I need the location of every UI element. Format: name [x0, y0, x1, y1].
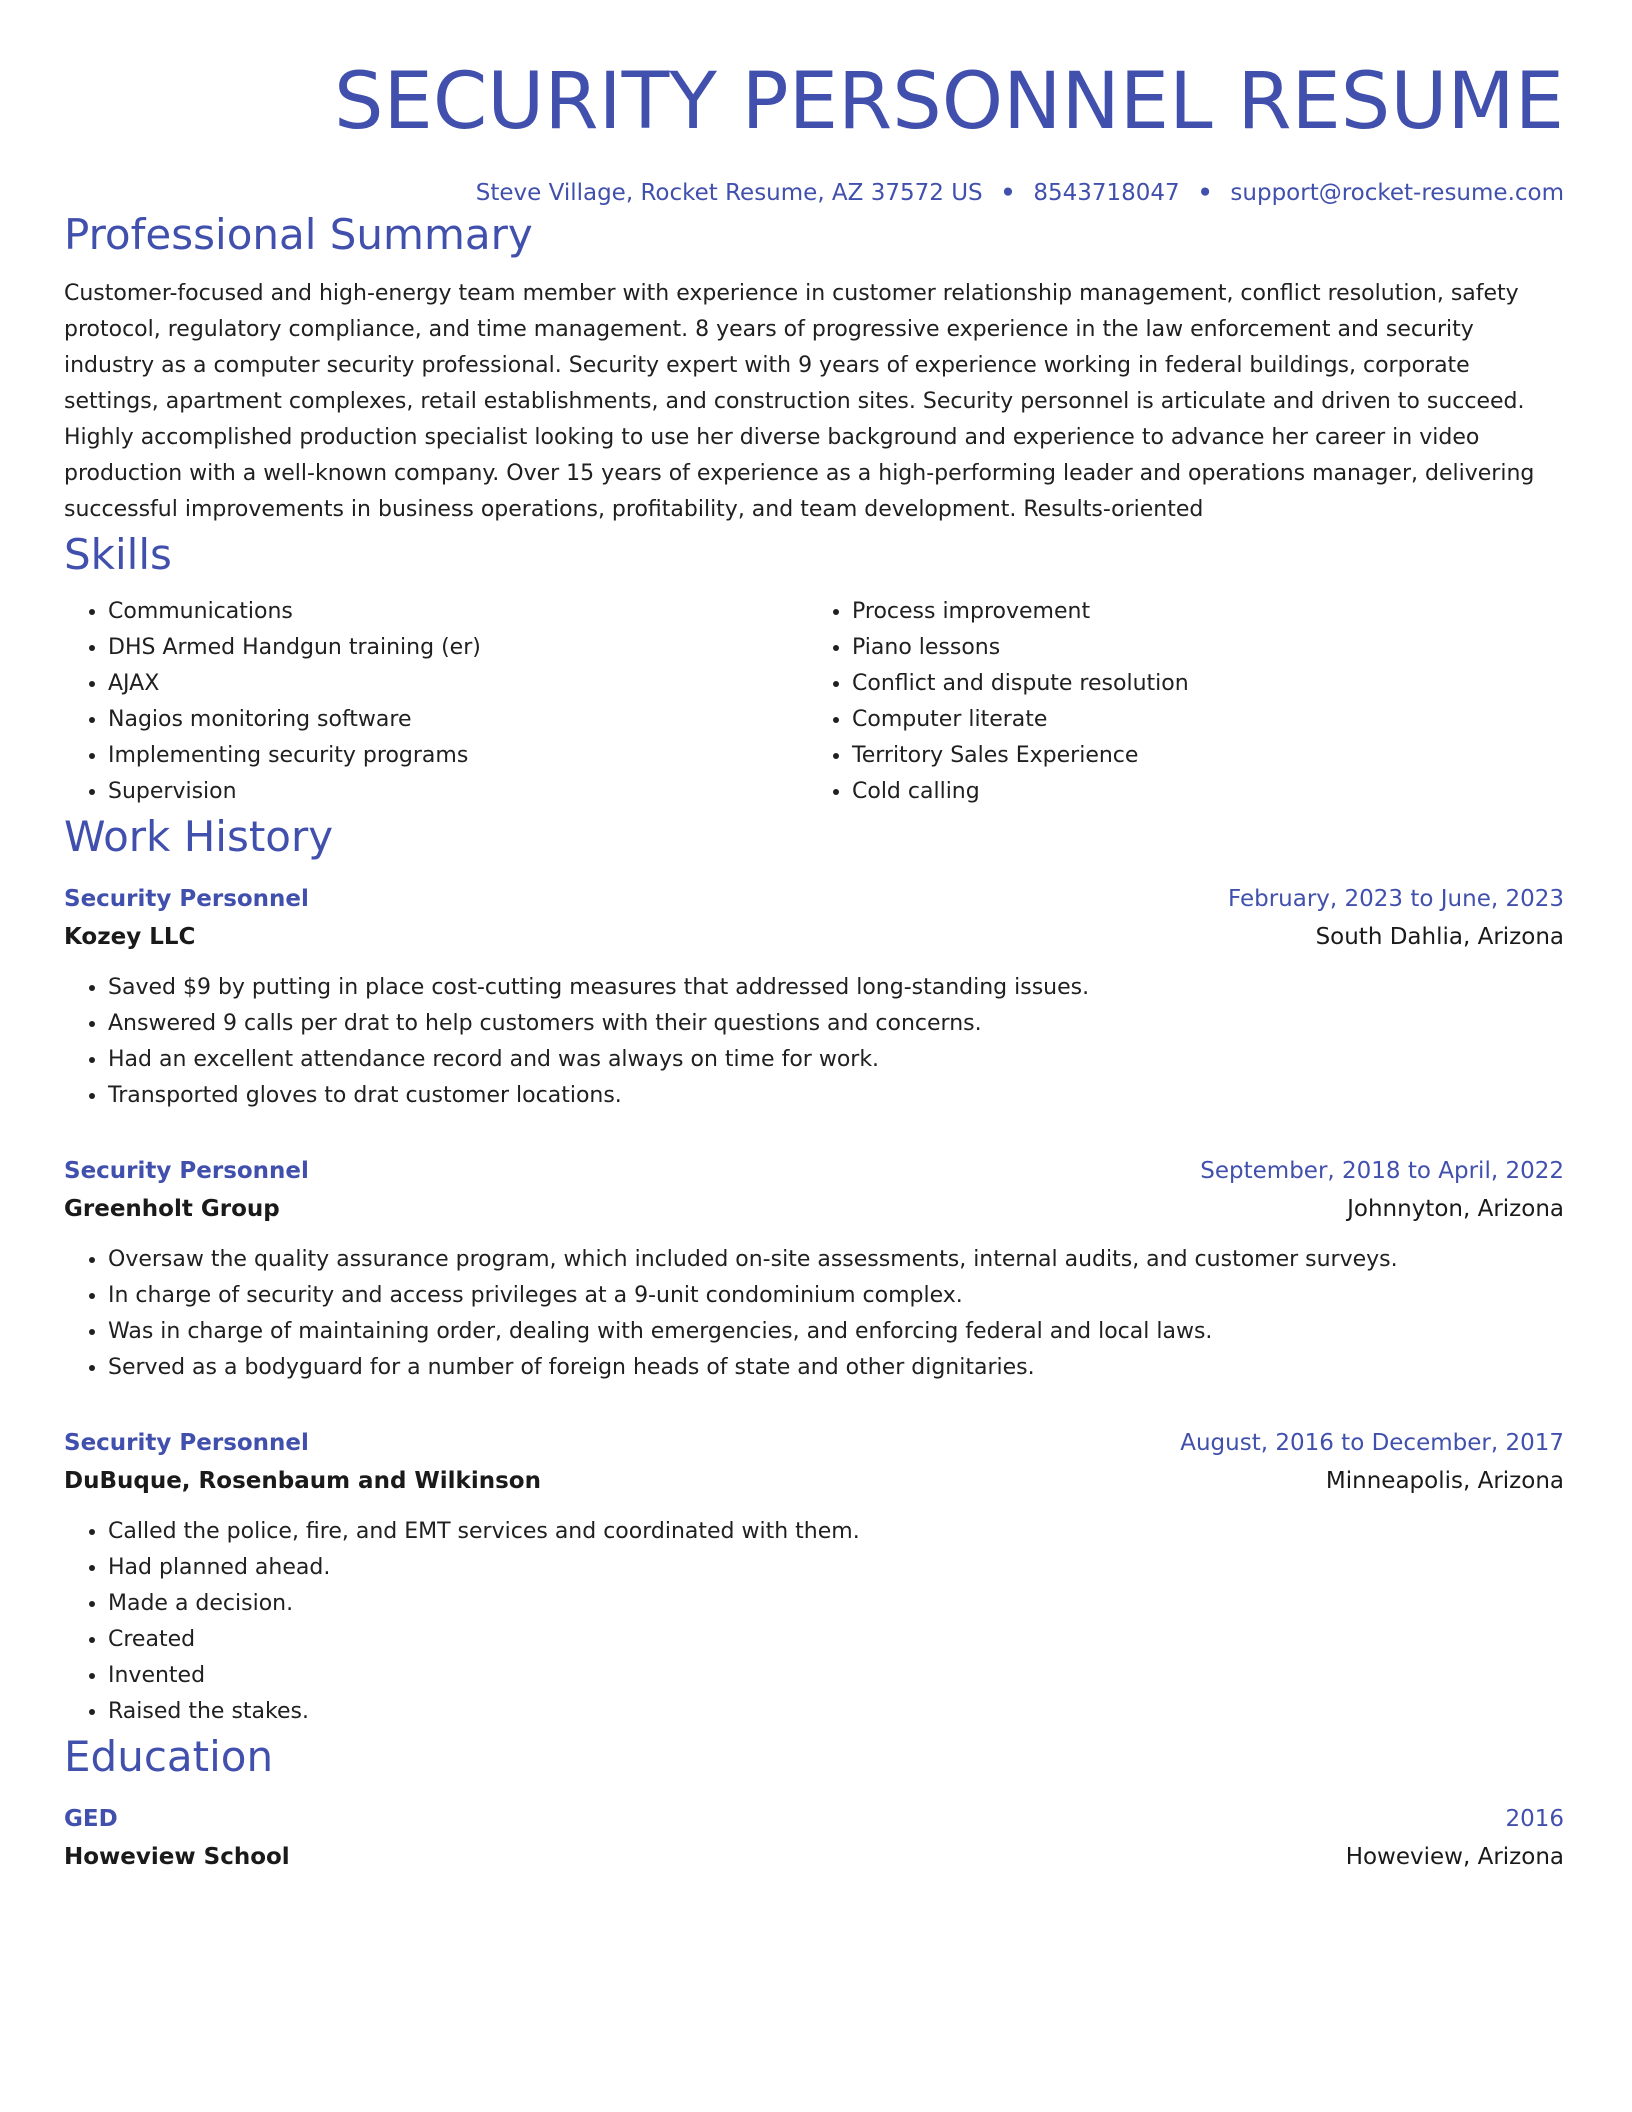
job-duties	[64, 1242, 1564, 1386]
job-title: Security Personnel	[64, 1158, 309, 1184]
skill-item: • Communications	[108, 594, 808, 630]
contact-email: support@rocket-resume.com	[1230, 180, 1564, 206]
duty-item: • Created	[108, 1622, 1564, 1658]
resume-page	[64, 0, 1564, 1876]
summary-heading: Professional Summary	[64, 210, 533, 259]
education-location: Howeview, Arizona	[1345, 1844, 1564, 1870]
duty-item: • Called the police, fire, and EMT services and coordinated with them.	[108, 1514, 1564, 1550]
skill-item: • Territory Sales Experience	[852, 738, 1552, 774]
skill-item: • Process improvement	[852, 594, 1552, 630]
skills-column-left	[64, 594, 808, 810]
job-location: Minneapolis, Arizona	[1325, 1468, 1564, 1494]
duty-item: • Served as a bodyguard for a number of foreign heads of state and other dignitaries.	[108, 1350, 1564, 1386]
job-title: Security Personnel	[64, 1430, 309, 1456]
job-dates: August, 2016 to December, 2017	[1180, 1430, 1564, 1456]
skill-item: • Conflict and dispute resolution	[852, 666, 1552, 702]
skills-heading: Skills	[64, 530, 172, 579]
skills-column-right	[808, 594, 1552, 810]
job-company: DuBuque, Rosenbaum and Wilkinson	[64, 1468, 541, 1494]
contact-separator: •	[1197, 180, 1213, 206]
job-entry	[64, 880, 1564, 1114]
skill-item: • Supervision	[108, 774, 808, 810]
education-entry	[64, 1800, 1564, 1876]
resume-title: SECURITY PERSONNEL RESUME	[334, 57, 1564, 147]
skill-item: • Cold calling	[852, 774, 1552, 810]
duty-item: • Transported gloves to drat customer locations.	[108, 1078, 1564, 1114]
contact-line	[64, 178, 1564, 208]
summary-text: Customer-focused and high-energy team member with experience in customer relationship management, conflict resolution, safety protocol, regulatory compliance, and time management. 8 years of progressive experience in the law enforcement and security industry as a computer security professional. Security expert with 9 years of experience working in federal buildings, corporate settings, apartment complexes, retail establishments, and construction sites. Security personnel is articulate and driven to succeed. Highly accomplished production specialist looking to use her diverse background and experience to advance her career in video production with a well-known company. Over 15 years of experience as a high-performing leader and operations manager, delivering successful improvements in business operations, profitability, and team development. Results-oriented	[64, 281, 1535, 522]
work-history-heading: Work History	[64, 812, 334, 861]
job-entry	[64, 1424, 1564, 1730]
job-duties	[64, 970, 1564, 1114]
education-year: 2016	[1505, 1806, 1564, 1832]
duty-item: • Was in charge of maintaining order, dealing with emergencies, and enforcing federal and local laws.	[108, 1314, 1564, 1350]
education-school: Howeview School	[64, 1844, 290, 1870]
skill-item: • Computer literate	[852, 702, 1552, 738]
skill-item: • Piano lessons	[852, 630, 1552, 666]
job-dates: February, 2023 to June, 2023	[1227, 886, 1564, 912]
skill-item: • Nagios monitoring software	[108, 702, 808, 738]
duty-item: • Saved $9 by putting in place cost-cutting measures that addressed long-standing issues.	[108, 970, 1564, 1006]
job-company: Greenholt Group	[64, 1196, 280, 1222]
education-heading: Education	[64, 1732, 274, 1781]
duty-item: • In charge of security and access privileges at a 9-unit condominium complex.	[108, 1278, 1564, 1314]
skill-item: • AJAX	[108, 666, 808, 702]
contact-address: Steve Village, Rocket Resume, AZ 37572 US	[475, 180, 983, 206]
duty-item: • Invented	[108, 1658, 1564, 1694]
job-duties	[64, 1514, 1564, 1730]
skill-item: • DHS Armed Handgun training (er)	[108, 630, 808, 666]
contact-separator: •	[1000, 180, 1016, 206]
skill-item: • Implementing security programs	[108, 738, 808, 774]
skills-list	[64, 594, 1564, 810]
job-title: Security Personnel	[64, 886, 309, 912]
job-company: Kozey LLC	[64, 924, 196, 950]
duty-item: • Made a decision.	[108, 1586, 1564, 1622]
job-entry	[64, 1152, 1564, 1386]
duty-item: • Had planned ahead.	[108, 1550, 1564, 1586]
contact-phone: 8543718047	[1033, 180, 1180, 206]
duty-item: • Answered 9 calls per drat to help customers with their questions and concerns.	[108, 1006, 1564, 1042]
duty-item: • Had an excellent attendance record and was always on time for work.	[108, 1042, 1564, 1078]
job-location: Johnnyton, Arizona	[1347, 1196, 1564, 1222]
duty-item: • Raised the stakes.	[108, 1694, 1564, 1730]
job-dates: September, 2018 to April, 2022	[1200, 1158, 1564, 1184]
duty-item: • Oversaw the quality assurance program, which included on-site assessments, internal audits, and customer surveys.	[108, 1242, 1564, 1278]
job-location: South Dahlia, Arizona	[1315, 924, 1564, 950]
education-degree: GED	[64, 1806, 118, 1832]
